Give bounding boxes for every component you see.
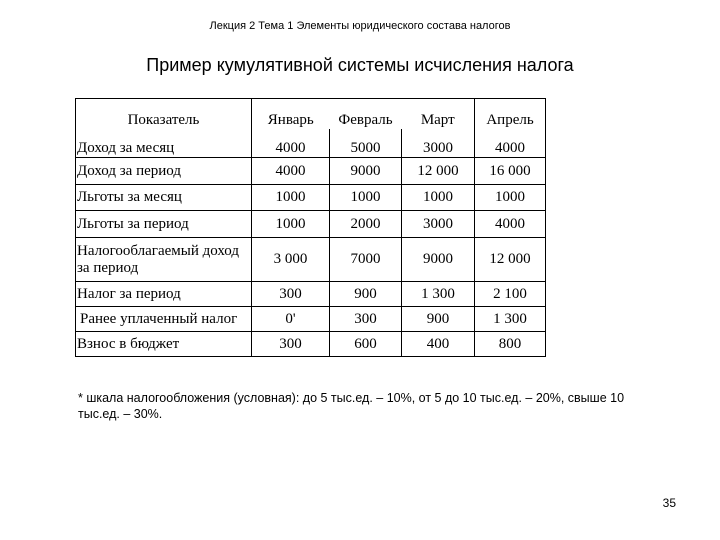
row-label: Льготы за месяц <box>76 185 252 211</box>
lecture-header: Лекция 2 Тема 1 Элементы юридического состава налогов <box>209 20 511 32</box>
table-cell: 1000 <box>252 185 330 211</box>
row-label: Доход за период <box>76 158 252 185</box>
table-row <box>76 211 546 238</box>
table-cell: 12 000 <box>475 238 546 282</box>
table-cell: 900 <box>330 282 402 307</box>
table-cell: 4000 <box>475 129 546 158</box>
table-cell: 1 300 <box>402 282 475 307</box>
table-cell: 300 <box>252 332 330 357</box>
table-cell: 600 <box>330 332 402 357</box>
row-label: Льготы за период <box>76 211 252 238</box>
table-cell: 1000 <box>252 211 330 238</box>
table-cell: 400 <box>402 332 475 357</box>
table-row <box>76 185 546 211</box>
table-cell: 9000 <box>402 238 475 282</box>
tax-table <box>75 98 546 357</box>
table-cell: 12 000 <box>402 158 475 185</box>
footnote: * шкала налогообложения (условная): до 5 тыс.ед. – 10%, от 5 до 10 тыс.ед. – 20%, свыше 10 тыс.ед. – 30%. <box>78 391 625 421</box>
table-cell: 1 300 <box>475 307 546 332</box>
table-cell: 0' <box>252 307 330 332</box>
column-header: Февраль <box>330 99 402 129</box>
table-row <box>76 282 546 307</box>
table-row <box>76 332 546 357</box>
table-cell: 800 <box>475 332 546 357</box>
table-cell: 4000 <box>252 129 330 158</box>
table-cell: 7000 <box>330 238 402 282</box>
table-cell: 2 100 <box>475 282 546 307</box>
table-cell: 1000 <box>402 185 475 211</box>
table-cell: 4000 <box>252 158 330 185</box>
table-cell: 5000 <box>330 129 402 158</box>
slide-title: Пример кумулятивной системы исчисления налога <box>146 55 574 75</box>
column-header: Апрель <box>475 99 546 129</box>
row-label: Доход за месяц <box>76 129 252 158</box>
column-header: Март <box>402 99 475 129</box>
row-label: Налогооблагаемый доход за период <box>76 238 252 282</box>
table-header-row <box>76 99 546 129</box>
row-label: Ранее уплаченный налог <box>76 307 252 332</box>
table-cell: 3 000 <box>252 238 330 282</box>
table-cell: 300 <box>252 282 330 307</box>
table-cell: 900 <box>402 307 475 332</box>
table-cell: 3000 <box>402 211 475 238</box>
table-cell: 2000 <box>330 211 402 238</box>
column-header: Январь <box>252 99 330 129</box>
table-row <box>76 307 546 332</box>
table-cell: 3000 <box>402 129 475 158</box>
table-cell: 9000 <box>330 158 402 185</box>
table-cell: 4000 <box>475 211 546 238</box>
table-row <box>76 158 546 185</box>
column-header: Показатель <box>76 99 252 129</box>
row-label: Налог за период <box>76 282 252 307</box>
table-cell: 300 <box>330 307 402 332</box>
table-row <box>76 129 546 158</box>
page-number: 35 <box>662 496 676 510</box>
row-label: Взнос в бюджет <box>76 332 252 357</box>
table-cell: 1000 <box>475 185 546 211</box>
table-cell: 1000 <box>330 185 402 211</box>
table-row <box>76 238 546 282</box>
table-cell: 16 000 <box>475 158 546 185</box>
